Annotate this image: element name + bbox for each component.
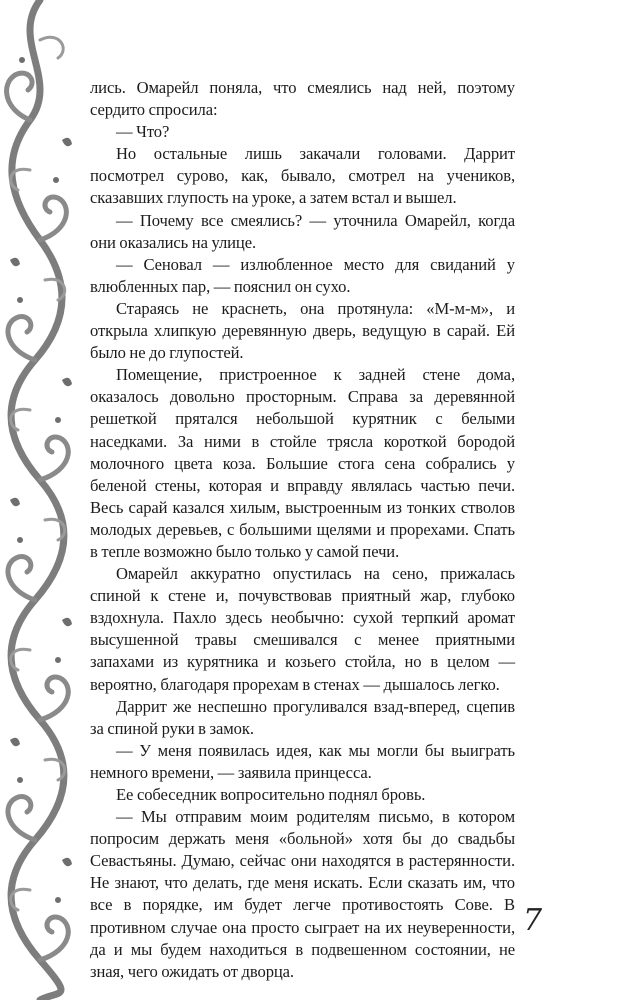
paragraph-dialogue-why-laughed: — Почему все смеялись? — уточнила Омарейл, когда они оказались на улице. [90, 210, 515, 252]
paragraph-dialogue-hayloft: — Сеновал — излюбленное место для свиданий у влюбленных пар, — пояснил он сухо. [90, 254, 515, 296]
swirl-border-ornament [0, 0, 80, 1000]
paragraph-opened-door: Стараясь не краснеть, она протянула: «М-м-м», и открыла хлипкую деревянную дверь, ведущую в сарай. Ей было не до глупостей. [90, 298, 515, 363]
paragraph-darrit-left: Но остальные лишь закачали головами. Даррит посмотрел сурово, как, бывало, смотрел на учеников, сказавших глупость на уроке, а затем встал и вышел. [90, 144, 515, 208]
paragraph-darrit-walking: Даррит же неспешно прогуливался взад-вперед, сцепив за спиной руки в замок. [90, 696, 515, 738]
paragraph-raised-brow: Ее собеседник вопросительно поднял бровь. [116, 785, 426, 804]
page-body-text [90, 77, 515, 983]
paragraph-dialogue-idea: — У меня появилась идея, как мы могли бы выиграть немного времени, — заявила принцесса. [90, 740, 515, 782]
page-number: 7 [523, 903, 543, 938]
paragraph-continuation: лись. Омарейл поняла, что смеялись над ней, поэтому сердито спросила: [90, 78, 515, 120]
paragraph-dialogue-question: — Что? [116, 122, 170, 142]
paragraph-omareil-sat-down: Омарейл аккуратно опустилась на сено, прижалась спиной к стене и, почувствовав приятный жар, глубоко вздохнула. Пахло здесь необычно: сухой терпкий аромат высушенной травы смешивался с менее приятными запахами из курятника и козьего стойла, но в целом — вероятно, благодаря прорехам в стенах — дышалось легко. [90, 564, 515, 694]
paragraph-dialogue-letter-plan: — Мы отправим моим родителям письмо, в котором попросим держать меня «больной» хотя бы до свадьбы Севастьяны. Думаю, сейчас они находятся в растерянности. Не знают, что делать, где меня искать. Если сказать им, что все в порядке, им будет легче противостоять Сове. В противном случае она просто сыграет на их неуверенности, да и мы будем находиться в подвешенном состоянии, не зная, чего ожидать от дворца. [90, 807, 515, 981]
paragraph-barn-description: Помещение, пристроенное к задней стене дома, оказалось довольно просторным. Справа за деревянной решеткой прятался небольшой курятник с белыми наседками. За ними в стойле трясла короткой бородой молочного цвета коза. Большие стога сена собрались у беленой стены, которая и вправду являлась частью печи. Весь сарай казался хилым, выстроенным из тонких стволов молодых деревьев, с большими щелями и прорехами. Спать в тепле возможно было только у самой печи. [90, 365, 515, 561]
